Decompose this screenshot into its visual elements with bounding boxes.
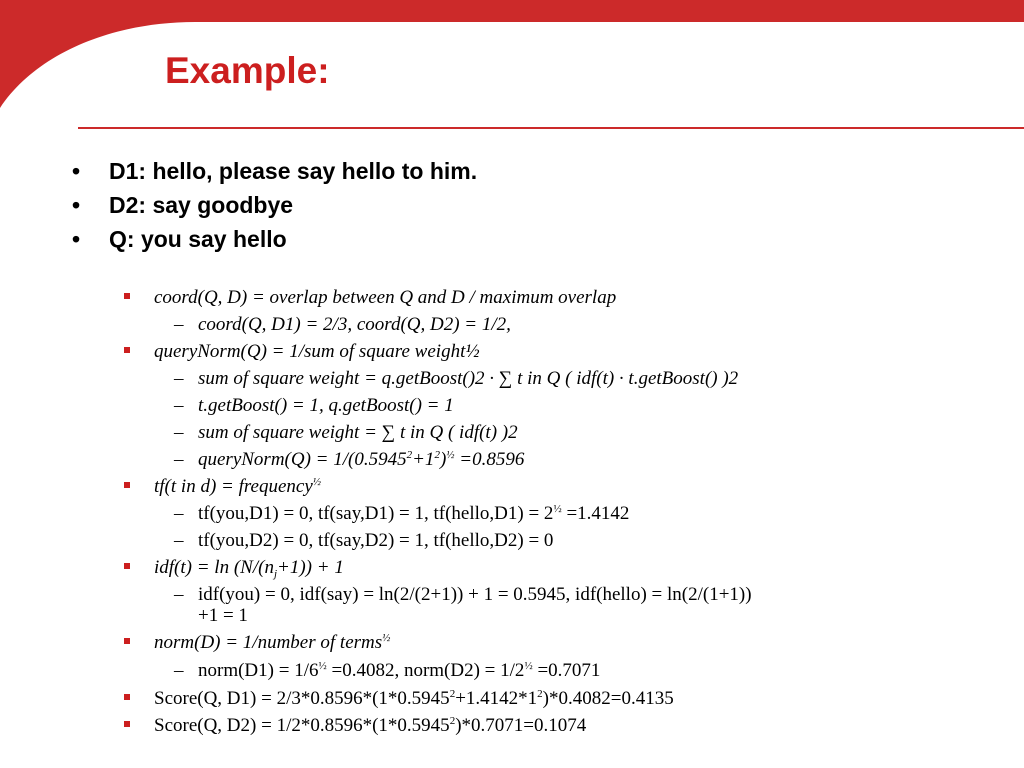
- square-bullet-icon: [124, 638, 130, 644]
- dash-bullet-icon: –: [174, 503, 184, 524]
- item-text: t.getBoost() = 1, q.getBoost() = 1: [198, 395, 454, 416]
- dash-bullet-icon: –: [174, 368, 184, 389]
- item-text: sum of square weight = q.getBoost()2 · ∑ t in Q ( idf(t) · t.getBoost() )2: [198, 368, 739, 389]
- item-text: coord(Q, D1) = 2/3, coord(Q, D2) = 1/2,: [198, 314, 511, 335]
- dash-bullet-icon: –: [174, 314, 184, 335]
- square-bullet-icon: [124, 563, 130, 569]
- bullet-text: D2: say goodbye: [109, 192, 294, 218]
- title-divider: [78, 127, 1024, 129]
- item-text: Score(Q, $D1) = 2/3*0.8596*(1*0.5945^2+1.4142*1^2)*0.4082=0.4135$: [154, 688, 674, 709]
- bullet-text: D1: hello, please say hello to him.: [109, 158, 478, 184]
- square-bullet-icon: [124, 694, 130, 700]
- dash-bullet-icon: –: [174, 660, 184, 681]
- square-bullet-icon: [124, 721, 130, 727]
- dash-bullet-icon: –: [174, 530, 184, 551]
- header-banner: [0, 0, 1024, 130]
- square-bullet-icon: [124, 293, 130, 299]
- item-text: $idf(t) = \ln (N/(n_j+1)) + 1$: [154, 557, 344, 580]
- item-text: tf(you,D1) = 0, tf(say,D1) = 1, tf(hello,D1) = $2^{\frac{1}{2}} =1.4142$: [198, 503, 630, 524]
- item-text: norm(D1) = $1/6^{\frac{1}{2}} =0.4082$, norm(D2) = $1/2^{\frac{1}{2}} =0.7071$: [198, 660, 601, 681]
- item-text: tf(t in d) = frequency$^{\frac{1}{2}}$: [154, 476, 322, 497]
- item-text: idf(you) = 0, idf(say) = ln(2/(2+1)) + 1 = 0.5945, idf(hello) = ln(2/(1+1)): [198, 584, 752, 605]
- slide-title: Example:: [165, 50, 330, 91]
- dash-bullet-icon: –: [174, 584, 184, 605]
- item-text: Score(Q, $D2) = 1/2*0.8596*(1*0.5945^2)*0.7071=0.1074$: [154, 715, 587, 736]
- item-text: norm(D) = 1/number of terms$^{\frac{1}{2}}$: [154, 632, 391, 653]
- bullet-dot-icon: •: [72, 192, 81, 218]
- item-text: queryNorm(Q) = $1/(0.5945^2+1^2)^{\frac{1}{2}} =0.8596$: [198, 449, 525, 470]
- bullet-dot-icon: •: [72, 226, 81, 252]
- item-text: sum of square weight = ∑ t in Q ( idf(t) )2: [198, 422, 518, 443]
- bullet-text: Q: you say hello: [109, 226, 287, 252]
- item-text: tf(you,D2) = 0, tf(say,D2) = 1, tf(hello,D2) = 0: [198, 530, 554, 551]
- square-bullet-icon: [124, 347, 130, 353]
- item-text: coord(Q, D) = overlap between Q and D / maximum overlap: [154, 287, 617, 308]
- item-text: +1 = 1: [198, 605, 248, 626]
- item-text: queryNorm(Q) = 1/sum of square weight½: [154, 341, 480, 362]
- dash-bullet-icon: –: [174, 422, 184, 443]
- square-bullet-icon: [124, 482, 130, 488]
- bullet-dot-icon: •: [72, 158, 81, 184]
- dash-bullet-icon: –: [174, 395, 184, 416]
- dash-bullet-icon: –: [174, 449, 184, 470]
